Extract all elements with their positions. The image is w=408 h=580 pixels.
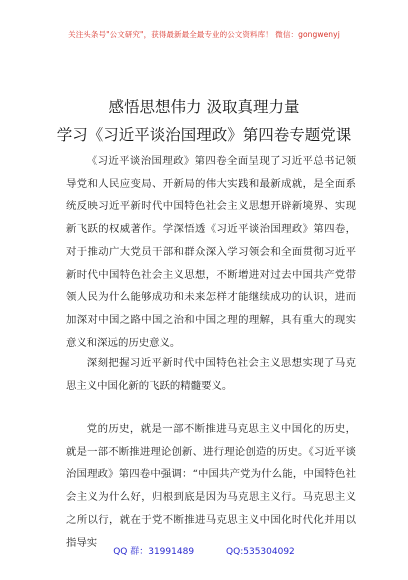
qq-number: QQ:535304092 xyxy=(226,547,295,557)
body-paragraph-2 xyxy=(66,352,356,397)
paragraph-text: 深刻把握习近平新时代中国特色社会主义思想实现了马克思主义中国化新的飞跃的精髓要义。 xyxy=(66,357,356,392)
paragraph-text: 党的历史，就是一部不断推进马克思主义中国化的历史，就是一部不断推进理论创新、进行理论创造的历史。《习近平谈治国理政》第四卷中强调：“中国共产党为什么能，中国特色社会主义为什么好，归根到底是因为马克思主义行。马克思主义之所以行，就在于党不断推进马克思主义中国化时代化并用以指导实 xyxy=(66,423,356,549)
paragraph-text: 《习近平谈治国理政》第四卷全面呈现了习近平总书记领导党和人民应变局、开新局的伟大实践和最新成就，是全面系统反映习近平新时代中国特色社会主义思想开辟新境界、实现新飞跃的权威著作。学深悟透《习近平谈治国理政》第四卷，对于推动广大党员干部和群众深入学习领会和全面贯彻习近平新时代中国特色社会主义思想，不断增进对过去中国共产党带领人民为什么能够成功和未来怎样才能继续成功的认识，进而加深对中国之路中国之治和中国之理的理解，具有重大的现实意义和深远的历史意义。 xyxy=(66,155,356,349)
document-subtitle: 学习《习近平谈治国理政》第四卷专题党课 xyxy=(56,126,352,144)
body-paragraph-3 xyxy=(66,418,356,554)
document-title: 感悟思想伟力 汲取真理力量 xyxy=(108,98,300,116)
body-paragraph-1 xyxy=(66,150,356,354)
qq-group-number: QQ 群：31991489 xyxy=(113,547,195,557)
footer-contact xyxy=(0,544,408,557)
header-note: 关注头条号"公文研究"，获得最新最全最专业的公文资料库！ 微信：gongwenyj xyxy=(68,30,340,39)
